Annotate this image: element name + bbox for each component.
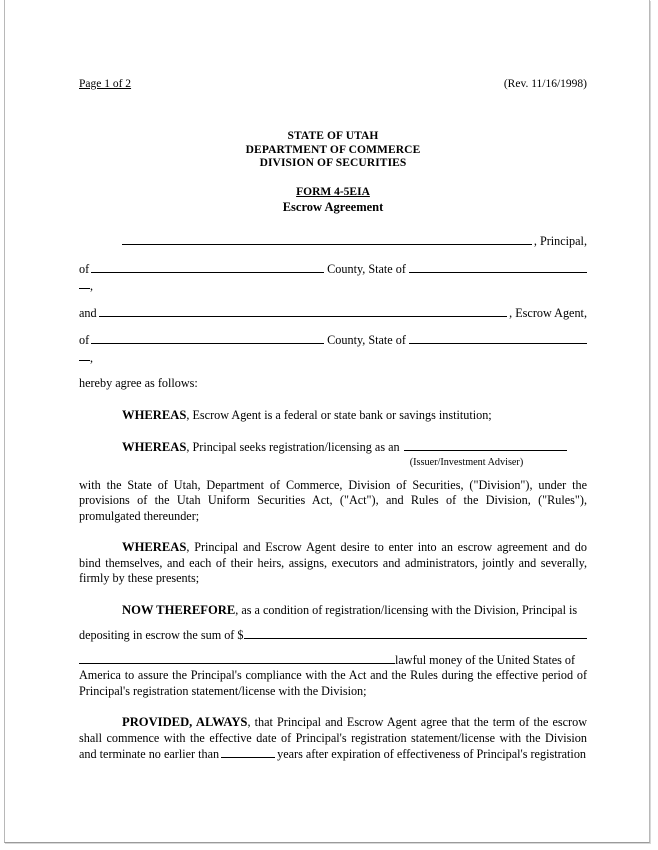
deposit-amount-words-blank[interactable] (79, 652, 395, 664)
whereas-clause-3 (79, 540, 587, 587)
escrow-agent-of-label: of (79, 333, 90, 347)
whereas-clause-2-continued: with the State of Utah, Department of Commerce, Division of Securities, ("Division"), under the provisions of the Utah Uniform Securities Act, ("Act"), and Rules of the Division, ("Rules"), promulgated thereunder; (79, 477, 587, 523)
whereas-label-2: WHEREAS (122, 440, 187, 454)
principal-label: , Principal, (533, 234, 587, 248)
escrow-agent-county-blank[interactable] (91, 332, 324, 344)
whereas-text-3: , Principal and Escrow Agent desire to enter into an escrow agreement and do bind themselves, and each of their heirs, assigns, executors and administrators, jointly and severally, firmly by these presents; (79, 540, 587, 585)
principal-name-blank[interactable] (122, 233, 532, 245)
principal-county-blank[interactable] (91, 261, 324, 273)
deposit-amount-row (79, 627, 587, 644)
escrow-agent-state-wrap-row (79, 351, 587, 367)
whereas-label-1: WHEREAS (122, 407, 187, 422)
escrow-agent-label: , Escrow Agent, (509, 305, 587, 320)
principal-state-wrap-row (79, 279, 587, 295)
provided-always-label: PROVIDED, ALWAYS (122, 715, 248, 729)
agree-line: hereby agree as follows: (79, 376, 198, 390)
escrow-agent-location-row (79, 332, 587, 349)
agency-line-department: DEPARTMENT OF COMMERCE (245, 143, 421, 156)
lawful-money-label: lawful money of the United States of (395, 652, 576, 667)
now-therefore-clause (79, 603, 587, 619)
registration-type-caption: (Issuer/Investment Adviser) (409, 456, 524, 468)
title-block (79, 130, 587, 215)
agency-line-state: STATE OF UTAH (287, 130, 379, 142)
whereas-text-1: , Escrow Agent is a federal or state bank or savings institution; (186, 407, 492, 422)
escrow-agent-block (79, 305, 587, 367)
page-content (79, 0, 587, 843)
principal-county-label: County, State of (327, 261, 406, 276)
principal-name-row (79, 233, 587, 250)
escrow-agent-county-label: County, State of (327, 333, 406, 347)
provided-always-clause (79, 715, 587, 763)
page-header (79, 78, 587, 91)
provided-always-text-b: years after expiration of effectiveness of Principal's registration (277, 747, 587, 761)
document-page (4, 0, 650, 843)
principal-block (79, 233, 587, 295)
escrow-agent-state-blank[interactable] (409, 332, 587, 344)
now-therefore-label: NOW THEREFORE (122, 602, 236, 617)
escrow-agent-name-row (79, 305, 587, 322)
escrow-agent-wrap-comma: , (90, 350, 94, 365)
registration-type-blank[interactable] (404, 439, 567, 451)
form-title: Escrow Agreement (282, 200, 384, 215)
whereas-clause-2 (79, 439, 587, 456)
whereas-label-3: WHEREAS (122, 540, 187, 554)
deposit-amount-blank[interactable] (244, 627, 587, 639)
principal-location-row (79, 261, 587, 278)
revision-date: (Rev. 11/16/1998) (503, 78, 587, 90)
provided-always-text-a: , that Principal and Escrow Agent agree that the term of the escrow shall commence with the effective date of Principal's registration statement/license with the Division and terminate no earlier than (79, 715, 587, 761)
whereas-text-2: , Principal seeks registration/licensing as an (186, 440, 400, 454)
principal-wrap-comma: , (90, 279, 94, 293)
whereas-clause-1 (79, 408, 587, 424)
form-number: FORM 4-5EIA (296, 185, 370, 198)
principal-state-blank[interactable] (409, 261, 587, 273)
deposit-lead-label: depositing in escrow the sum of $ (79, 628, 244, 642)
escrow-years-blank[interactable] (221, 746, 275, 758)
escrow-agent-and-label: and (79, 305, 97, 320)
lawful-money-row (79, 652, 587, 669)
page-marker: Page 1 of 2 (79, 78, 132, 90)
lawful-money-continued: America to assure the Principal's compliance with the Act and the Rules during the effective period of Principal's registration statement/license with the Division; (79, 668, 587, 698)
principal-of-label: of (79, 261, 90, 276)
now-therefore-text: , as a condition of registration/licensing with the Division, Principal is (235, 602, 578, 617)
principal-state-wrap-blank[interactable] (79, 280, 90, 289)
document-body (79, 233, 587, 763)
escrow-agent-state-wrap-blank[interactable] (79, 352, 90, 361)
agency-line-division: DIVISION OF SECURITIES (259, 157, 407, 170)
escrow-agent-name-blank[interactable] (99, 305, 508, 317)
